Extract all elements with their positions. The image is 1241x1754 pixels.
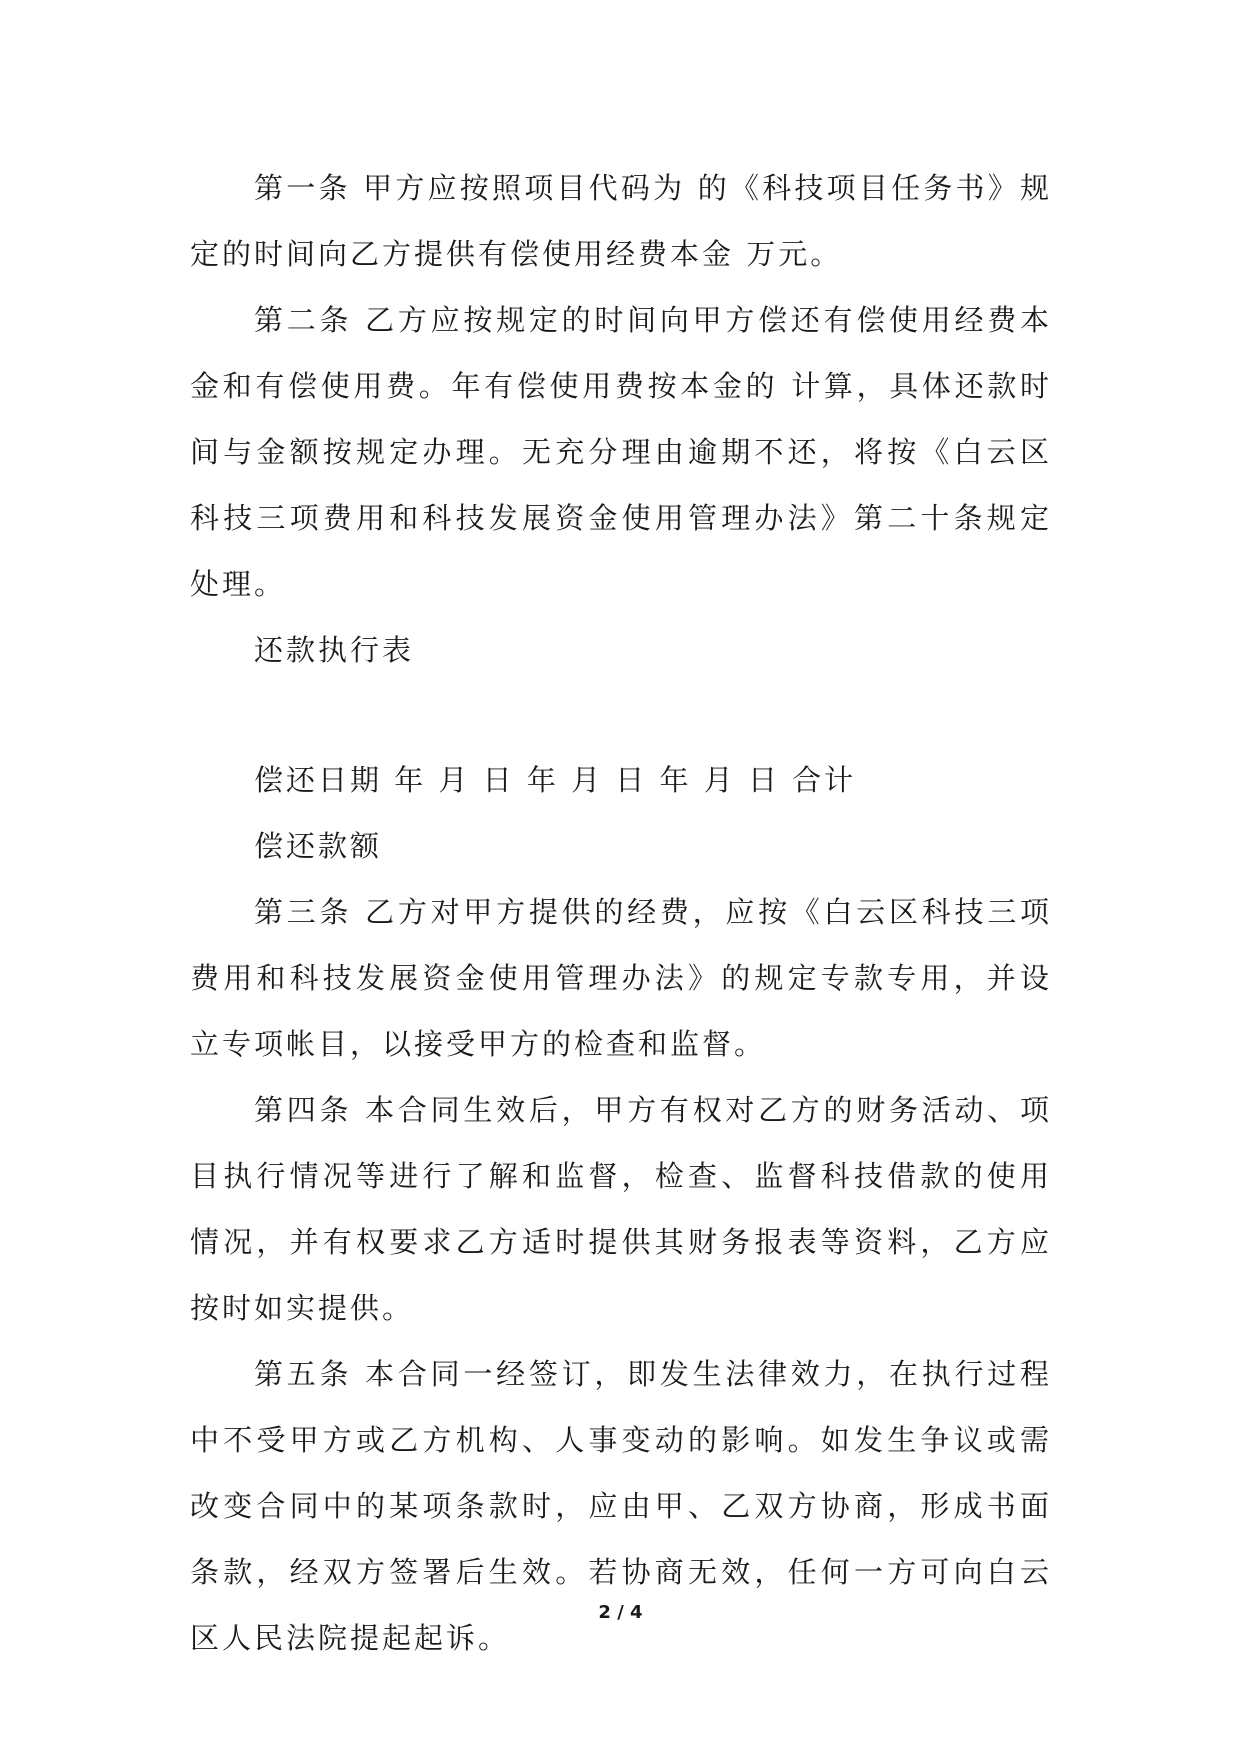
article-1-paragraph: 第一条 甲方应按照项目代码为 的《科技项目任务书》规定的时间向乙方提供有偿使用经费本金 万元。 — [190, 171, 1052, 271]
repayment-table-title: 还款执行表 — [254, 633, 415, 667]
article-3-paragraph: 第三条 乙方对甲方提供的经费，应按《白云区科技三项费用和科技发展资金使用管理办法》的规定专款专用，并设立专项帐目，以接受甲方的检查和监督。 — [190, 895, 1052, 1061]
page-number: 2 / 4 — [598, 1602, 643, 1623]
article-2-paragraph: 第二条 乙方应按规定的时间向甲方偿还有偿使用经费本金和有偿使用费。年有偿使用费按本金的 计算，具体还款时间与金额按规定办理。无充分理由逾期不还，将按《白云区科技三项费用和科技发展资金使用管理办法》第二十条规定处理。 — [190, 303, 1052, 601]
article-4-paragraph: 第四条 本合同生效后，甲方有权对乙方的财务活动、项目执行情况等进行了解和监督，检查、监督科技借款的使用情况，并有权要求乙方适时提供其财务报表等资料，乙方应按时如实提供。 — [190, 1093, 1052, 1325]
repayment-amount-row: 偿还款额 — [254, 829, 383, 863]
document-body — [190, 155, 1052, 1671]
article-5-paragraph: 第五条 本合同一经签订，即发生法律效力，在执行过程中不受甲方或乙方机构、人事变动的影响。如发生争议或需改变合同中的某项条款时，应由甲、乙双方协商，形成书面条款，经双方签署后生效。若协商无效，任何一方可向白云区人民法院提起起诉。 — [190, 1357, 1052, 1655]
repayment-date-row: 偿还日期 年 月 日 年 月 日 年 月 日 合计 — [254, 763, 857, 797]
